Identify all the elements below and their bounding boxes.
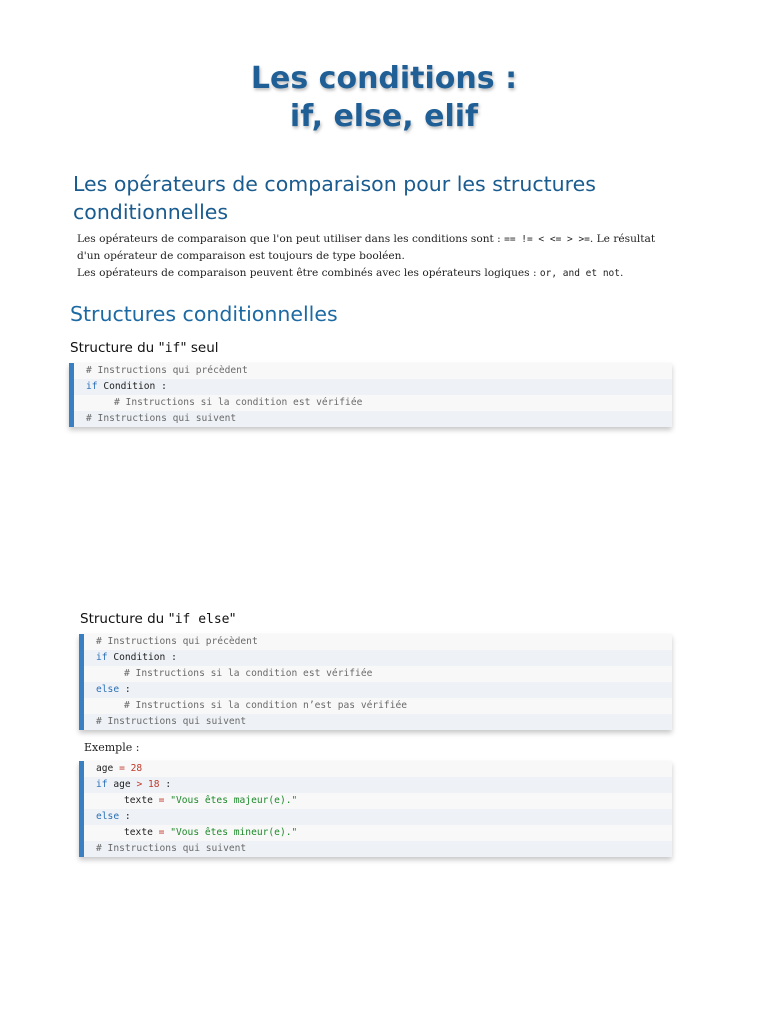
para1-rest: . Le résultat d'un opérateur de comparaison est toujours de type booléen. <box>77 233 656 262</box>
main-title-line2: if, else, elif <box>289 99 479 134</box>
keyword: else <box>96 811 120 822</box>
if-structure-title <box>70 340 219 356</box>
code-var: age <box>96 763 114 774</box>
main-title <box>0 60 768 136</box>
if-code-block <box>69 363 672 427</box>
if-title-suffix: " seul <box>180 340 219 356</box>
code-line <box>84 793 672 809</box>
section1-title: Les opérateurs de comparaison pour les structures conditionnelles <box>73 172 596 224</box>
para2-ops: or, and et not <box>539 268 620 279</box>
example-code-block <box>79 761 672 857</box>
section2-title: Structures conditionnelles <box>70 302 338 326</box>
code-line <box>84 809 672 825</box>
keyword: if <box>96 652 108 663</box>
example-label: Exemple : <box>84 741 140 754</box>
code-line: # Instructions si la condition est vérifiée <box>124 668 373 679</box>
code-line: # Instructions qui précèdent <box>96 636 258 647</box>
keyword: if <box>96 779 108 790</box>
main-title-line1: Les conditions : <box>250 61 518 96</box>
code-line: # Instructions qui suivent <box>74 411 672 427</box>
ifelse-code-block <box>79 634 672 730</box>
code-text: Condition : <box>97 381 167 392</box>
code-number: 28 <box>130 763 143 774</box>
code-op: = <box>152 827 171 838</box>
code-string: "Vous êtes majeur(e)." <box>170 795 298 806</box>
ifelse-title-code: if else <box>174 612 230 627</box>
para1-ops: == != < <= > >= <box>504 234 590 245</box>
code-text: : <box>119 811 131 822</box>
if-title-code: if <box>164 341 181 356</box>
code-line <box>84 777 672 793</box>
code-string: "Vous êtes mineur(e)." <box>170 827 298 838</box>
code-var: texte <box>124 827 153 838</box>
if-title-prefix: Structure du " <box>70 340 165 356</box>
code-line: # Instructions qui suivent <box>84 714 672 730</box>
code-op: = <box>113 763 131 774</box>
code-var: age <box>107 779 137 790</box>
code-text: : <box>119 684 131 695</box>
code-line: # Instructions si la condition n’est pas vérifiée <box>124 700 408 711</box>
paragraph-logical <box>77 265 677 282</box>
paragraph-operators <box>77 231 677 264</box>
para2-rest: . <box>620 267 624 279</box>
code-line <box>84 825 672 841</box>
keyword: if <box>86 381 98 392</box>
code-text: Condition : <box>107 652 177 663</box>
code-line <box>84 761 672 777</box>
code-line <box>74 379 672 395</box>
code-op: > <box>136 779 143 790</box>
ifelse-structure-title <box>80 611 236 627</box>
code-op: = <box>152 795 171 806</box>
para1-text: Les opérateurs de comparaison que l'on peut utiliser dans les conditions sont : <box>77 233 505 245</box>
code-line <box>84 682 672 698</box>
keyword: else <box>96 684 120 695</box>
para2-text: Les opérateurs de comparaison peuvent être combinés avec les opérateurs logiques : <box>77 267 540 279</box>
code-line: # Instructions si la condition est vérifiée <box>114 397 363 408</box>
ifelse-title-prefix: Structure du " <box>80 611 175 627</box>
code-line: # Instructions qui précèdent <box>86 365 248 376</box>
code-line <box>84 650 672 666</box>
code-var: texte <box>124 795 153 806</box>
code-text: : <box>159 779 172 790</box>
ifelse-title-suffix: " <box>229 611 236 627</box>
code-number: 18 <box>142 779 160 790</box>
code-line: # Instructions qui suivent <box>84 841 672 857</box>
